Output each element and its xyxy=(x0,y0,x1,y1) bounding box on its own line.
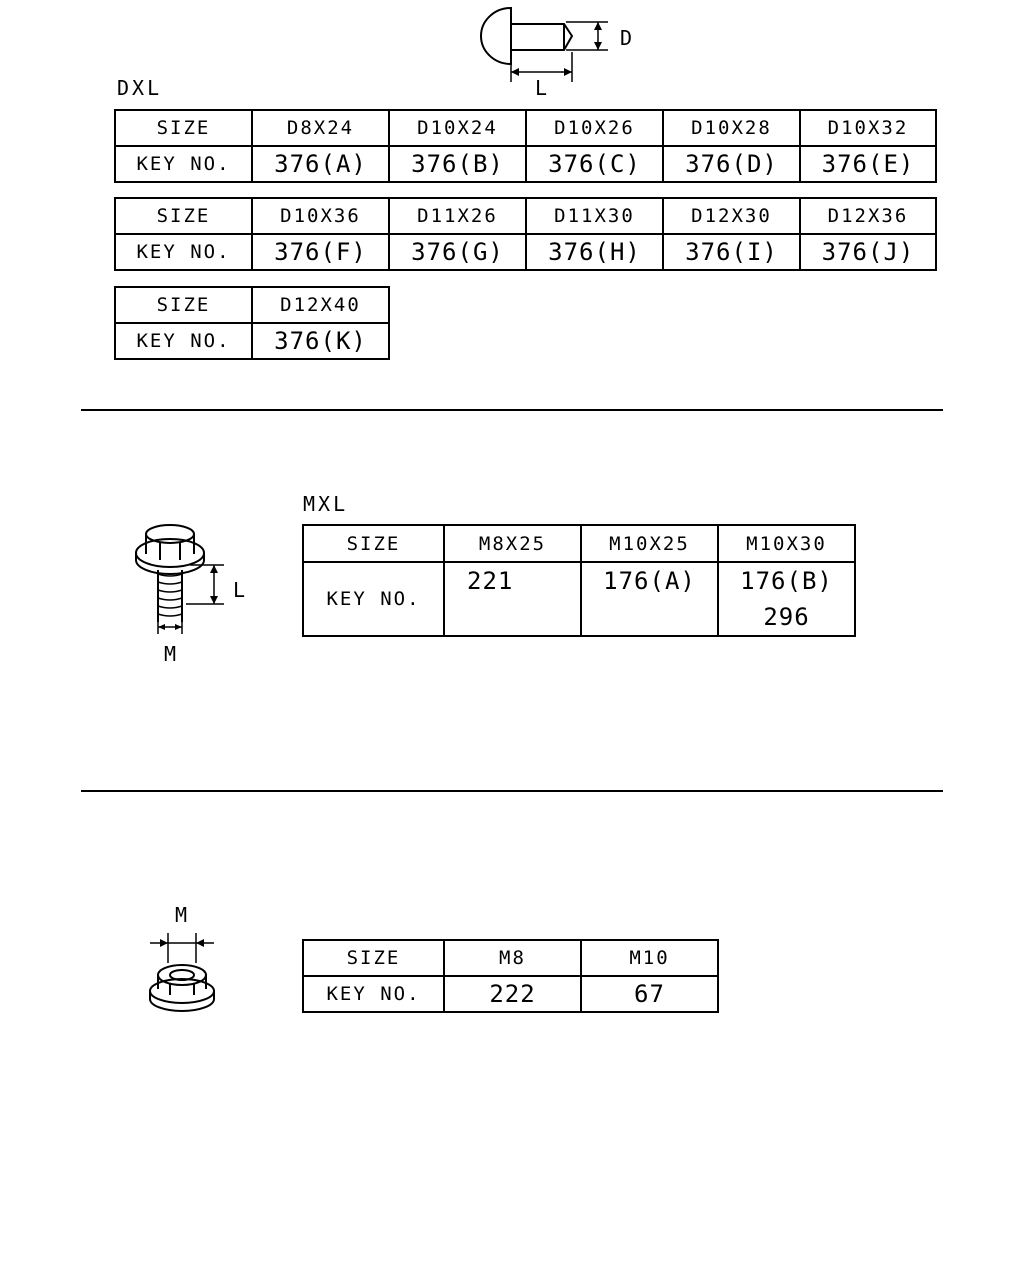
key-value: 176(B) xyxy=(740,567,833,595)
bolt-table xyxy=(302,524,856,637)
size-cell: M10 xyxy=(581,940,718,976)
key-value: 176(A) xyxy=(603,567,696,595)
key-cell: 376(C) xyxy=(526,146,663,182)
size-cell: D10X32 xyxy=(800,110,936,146)
key-cell: 67 xyxy=(581,976,718,1012)
size-cell: D8X24 xyxy=(252,110,389,146)
size-cell: D10X28 xyxy=(663,110,800,146)
rivet-shank xyxy=(511,24,572,50)
key-cell: 376(D) xyxy=(663,146,800,182)
key-cell: 376(E) xyxy=(800,146,936,182)
rivet-table-2 xyxy=(114,197,937,271)
rivet-table-1 xyxy=(114,109,937,183)
size-cell: D12X30 xyxy=(663,198,800,234)
nut-dim-m-label: M xyxy=(175,903,188,927)
size-cell: D12X40 xyxy=(252,287,389,323)
rivet-head xyxy=(481,8,511,64)
rivet-dim-d-label: D xyxy=(620,26,633,50)
bolt-dim-m-label: M xyxy=(164,642,177,666)
key-row-label: KEY NO. xyxy=(115,234,252,270)
key-cell: 222 xyxy=(444,976,581,1012)
size-cell: M10X25 xyxy=(581,525,718,562)
size-cell: D10X26 xyxy=(526,110,663,146)
size-row-label: SIZE xyxy=(303,940,444,976)
key-row-label: KEY NO. xyxy=(303,976,444,1012)
bolt-dim-l-label: L xyxy=(233,578,246,602)
size-cell: M8X25 xyxy=(444,525,581,562)
size-cell: M10X30 xyxy=(718,525,855,562)
key-value: 221 xyxy=(467,567,514,595)
key-cell: 376(I) xyxy=(663,234,800,270)
rivet-table-3 xyxy=(114,286,390,360)
key-cell: 376(G) xyxy=(389,234,526,270)
key-cell: 376(F) xyxy=(252,234,389,270)
nut-table xyxy=(302,939,719,1013)
key-cell xyxy=(718,562,855,636)
bolt-section-label: MXL xyxy=(303,492,349,516)
size-row-label: SIZE xyxy=(115,287,252,323)
section-divider-2 xyxy=(81,790,943,792)
key-cell: 376(B) xyxy=(389,146,526,182)
size-cell: D10X24 xyxy=(389,110,526,146)
size-row-label: SIZE xyxy=(115,110,252,146)
key-row-label: KEY NO. xyxy=(115,323,252,359)
size-cell: D12X36 xyxy=(800,198,936,234)
size-row-label: SIZE xyxy=(303,525,444,562)
key-cell: 376(J) xyxy=(800,234,936,270)
key-cell xyxy=(444,562,581,636)
size-cell: D10X36 xyxy=(252,198,389,234)
rivet-dim-l-label: L xyxy=(535,76,548,100)
section-divider-1 xyxy=(81,409,943,411)
key-cell: 376(A) xyxy=(252,146,389,182)
size-cell: D11X26 xyxy=(389,198,526,234)
key-cell xyxy=(581,562,718,636)
size-cell: D11X30 xyxy=(526,198,663,234)
key-row-label: KEY NO. xyxy=(303,562,444,636)
key-cell: 376(K) xyxy=(252,323,389,359)
rivet-section-label: DXL xyxy=(117,76,163,100)
key-cell: 376(H) xyxy=(526,234,663,270)
size-row-label: SIZE xyxy=(115,198,252,234)
size-cell: M8 xyxy=(444,940,581,976)
key-value: 296 xyxy=(763,603,810,631)
key-row-label: KEY NO. xyxy=(115,146,252,182)
